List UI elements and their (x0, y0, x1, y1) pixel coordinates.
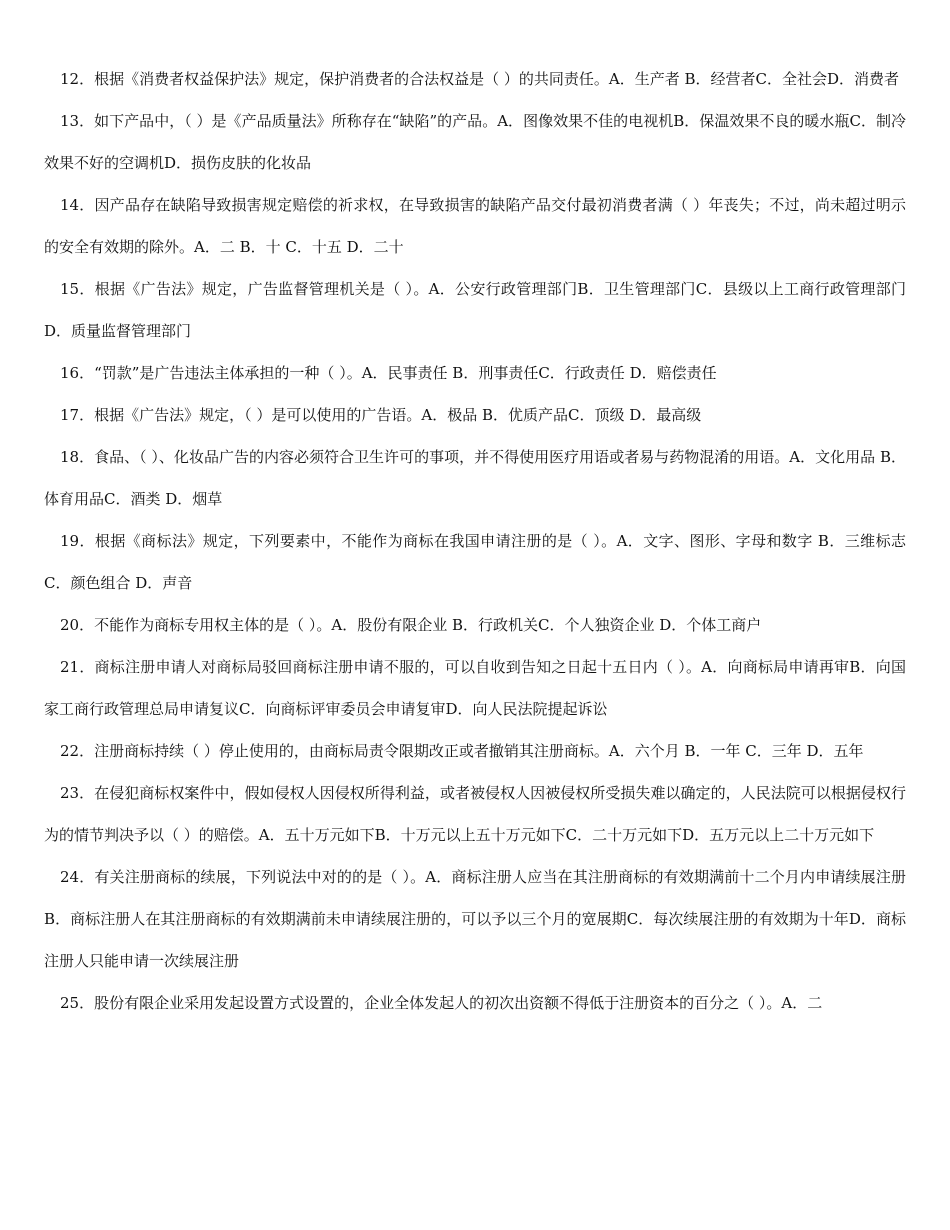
question-13: 13．如下产品中，（ ）是《产品质量法》所称存在“缺陷”的产品。A．图像效果不佳的电视机B．保温效果不良的暖水瓶C．制冷效果不好的空调机D．损伤皮肤的化妆品 (44, 112, 906, 172)
question-17: 17．根据《广告法》规定，（ ）是可以使用的广告语。A．极品 B．优质产品C．顶级 D．最高级 (60, 406, 702, 424)
question-20: 20．不能作为商标专用权主体的是（ ）。A．股份有限企业 B．行政机关C．个人独资企业 D．个体工商户 (60, 616, 762, 634)
question-25: 25．股份有限企业采用发起设置方式设置的，企业全体发起人的初次出资额不得低于注册资本的百分之（ ）。A．二 (60, 994, 823, 1012)
question-21: 21．商标注册申请人对商标局驳回商标注册申请不服的，可以自收到告知之日起十五日内（ ）。A．向商标局申请再审B．向国家工商行政管理总局申请复议C．向商标评审委员会申请复审D．向人民法院提起诉讼 (44, 658, 906, 718)
question-14: 14．因产品存在缺陷导致损害规定赔偿的祈求权，在导致损害的缺陷产品交付最初消费者满（ ）年丧失；不过，尚未超过明示的安全有效期的除外。A．二 B．十 C．十五 D．二十 (44, 196, 906, 256)
question-23: 23．在侵犯商标权案件中，假如侵权人因侵权所得利益，或者被侵权人因被侵权所受损失难以确定的，人民法院可以根据侵权行为的情节判决予以（ ）的赔偿。A．五十万元如下B．十万元以上五十万元如下C．二十万元如下D．五万元以上二十万元如下 (44, 784, 906, 844)
question-12: 12．根据《消费者权益保护法》规定，保护消费者的合法权益是（ ）的共同责任。A．生产者 B．经营者C．全社会D．消费者 (60, 70, 899, 88)
question-22: 22．注册商标持续（ ）停止使用的，由商标局责令限期改正或者撤销其注册商标。A．六个月 B．一年 C．三年 D．五年 (60, 742, 864, 760)
question-16: 16．“罚款”是广告违法主体承担的一种（ ）。A．民事责任 B．刑事责任C．行政责任 D．赔偿责任 (60, 364, 717, 382)
question-15: 15．根据《广告法》规定，广告监督管理机关是（ ）。A．公安行政管理部门B．卫生管理部门C．县级以上工商行政管理部门D．质量监督管理部门 (44, 280, 906, 340)
question-24: 24．有关注册商标的续展，下列说法中对的的是（ ）。A．商标注册人应当在其注册商标的有效期满前十二个月内申请续展注册B．商标注册人在其注册商标的有效期满前未申请续展注册的，可以予以三个月的宽展期C．每次续展注册的有效期为十年D．商标注册人只能申请一次续展注册 (44, 868, 906, 970)
document-body (44, 58, 906, 1024)
question-18: 18．食品、（ ）、化妆品广告的内容必须符合卫生许可的事项，并不得使用医疗用语或者易与药物混淆的用语。A．文化用品 B．体育用品C．酒类 D．烟草 (44, 448, 906, 508)
question-19: 19．根据《商标法》规定，下列要素中，不能作为商标在我国申请注册的是（ ）。A．文字、图形、字母和数字 B．三维标志C．颜色组合 D．声音 (44, 532, 906, 592)
